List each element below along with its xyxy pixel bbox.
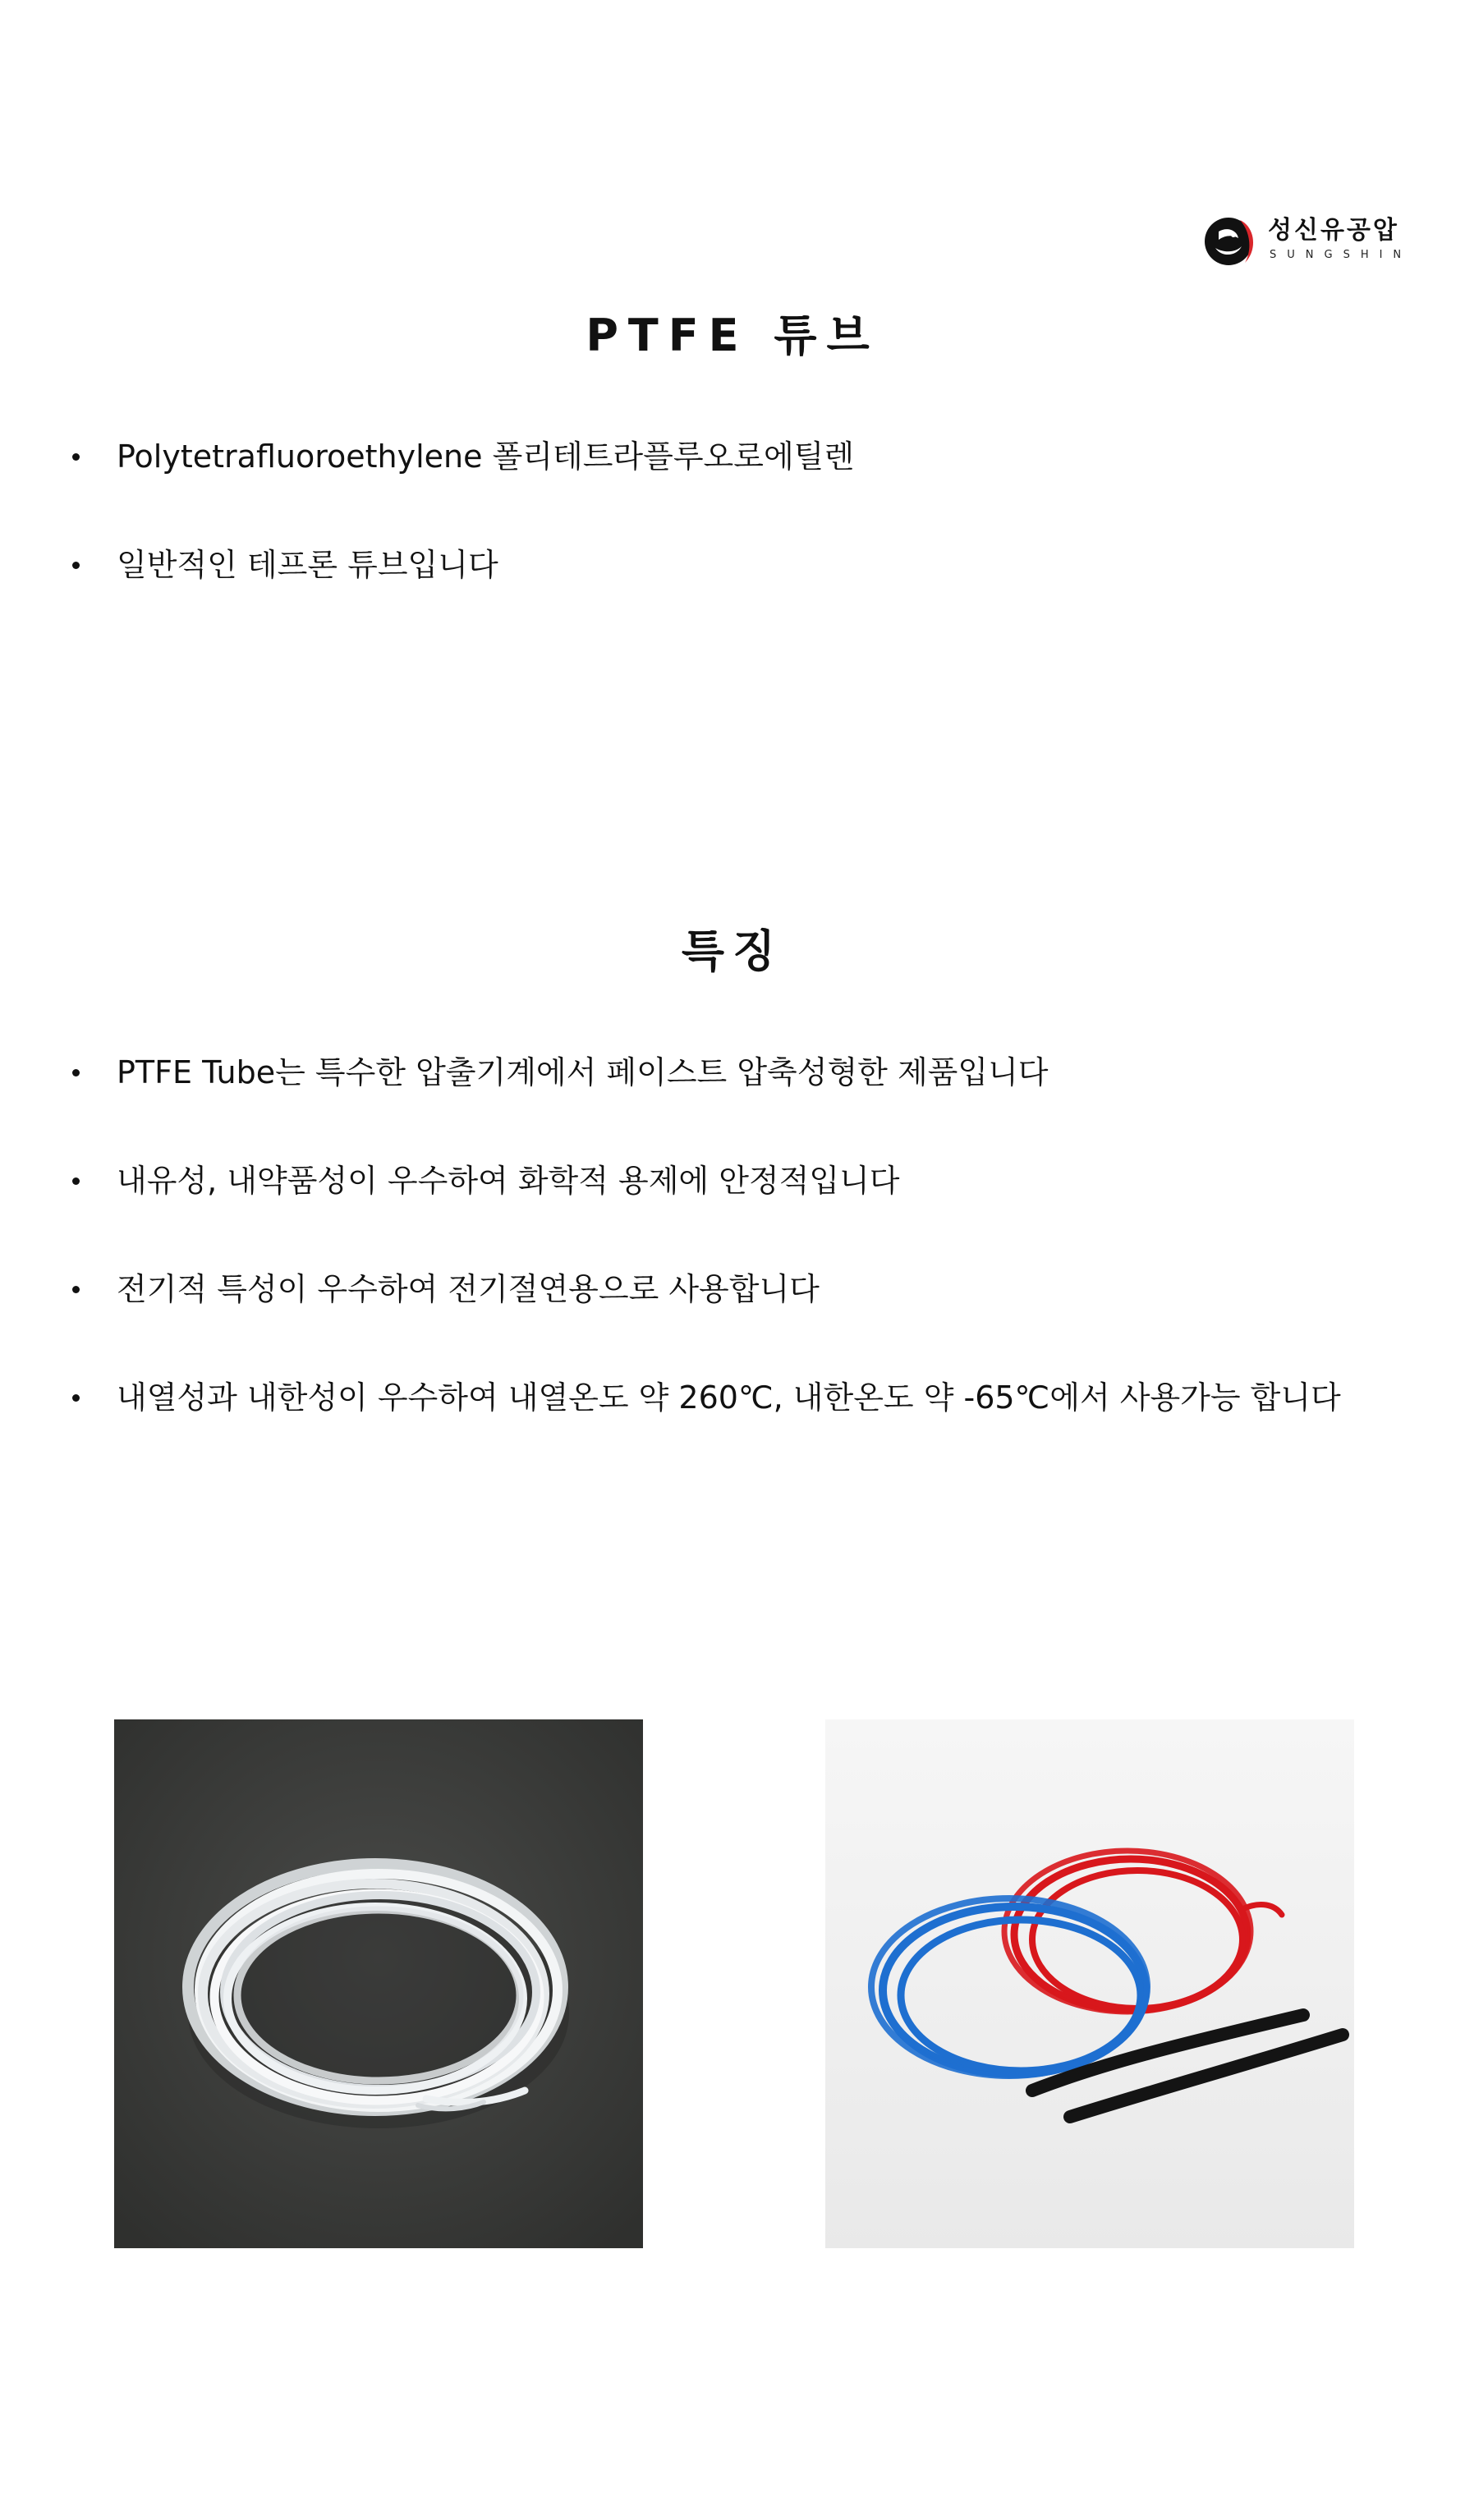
brand-logo: [1204, 215, 1426, 271]
list-item-text: 전기적 특성이 우수하여 전기절연용으로 사용합니다: [117, 1271, 820, 1307]
list-item-text: PTFE Tube는 특수한 압출기계에서 페이스트 압축성형한 제품입니다: [117, 1054, 1049, 1090]
bullet-icon: [72, 453, 80, 461]
page-title: PTFE 튜브: [586, 310, 879, 361]
bullet-icon: [72, 1069, 80, 1076]
bullet-icon: [72, 562, 80, 569]
bullet-icon: [72, 1286, 80, 1293]
list-item-text: 내유성, 내약품성이 우수하여 화학적 용제에 안정적입니다: [117, 1163, 900, 1199]
logo-emblem-icon: [1204, 215, 1256, 268]
list-item-text: 내열성과 내한성이 우수하여 내열온도 약 260℃, 내한온도 약 -65℃에서 사용가능 합니다: [117, 1379, 1341, 1416]
list-item-text: 일반적인 테프론 튜브입니다: [117, 547, 498, 583]
features-heading: 특징: [681, 925, 784, 977]
logo-name-korean: 성신유공압: [1268, 216, 1399, 245]
bullet-icon: [72, 1177, 80, 1185]
white-tube-coil-image: [114, 1719, 643, 2248]
logo-name-english: SUNGSHIN: [1270, 249, 1412, 261]
product-photo-white-tube: [114, 1719, 643, 2248]
color-tube-coils-image: [825, 1719, 1354, 2248]
bullet-icon: [72, 1394, 80, 1402]
product-photo-color-tubes: [825, 1719, 1354, 2248]
list-item-text: Polytetrafluoroethylene 폴리테트라플루오로에틸렌: [117, 438, 855, 475]
